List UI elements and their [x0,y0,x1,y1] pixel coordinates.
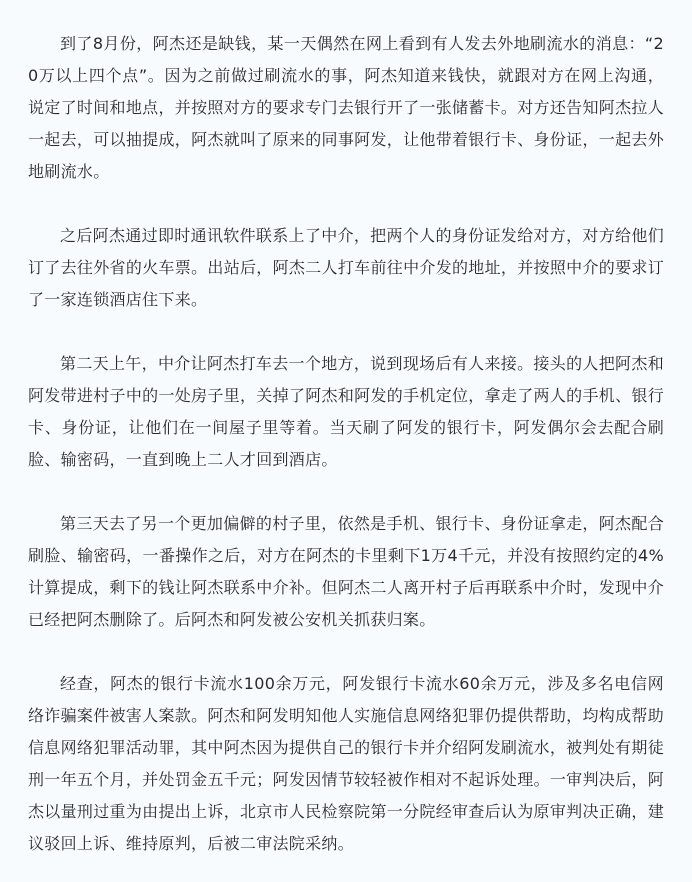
paragraph-2: 之后阿杰通过即时通讯软件联系上了中介，把两个人的身份证发给对方，对方给他们订了去往外省的火车票。出站后，阿杰二人打车前往中介发的地址，并按照中介的要求订了一家连锁酒店住下来。 [28,226,664,309]
paragraph-1: 到了8月份，阿杰还是缺钱，某一天偶然在网上看到有人发去外地刷流水的消息：“20万以上四个点”。因为之前做过刷流水的事，阿杰知道来钱快，就跟对方在网上沟通，说定了时间和地点，并按照对方的要求专门去银行开了一张储蓄卡。对方还告知阿杰拉人一起去，可以抽提成，阿杰就叫了原来的同事阿发，让他带着银行卡、身份证，一起去外地刷流水。 [28,34,664,181]
paragraph-3: 第二天上午，中介让阿杰打车去一个地方，说到现场后有人来接。接头的人把阿杰和阿发带进村子中的一处房子里，关掉了阿杰和阿发的手机定位，拿走了两人的手机、银行卡、身份证，让他们在一间屋子里等着。当天刷了阿发的银行卡，阿发偶尔会去配合刷脸、输密码，一直到晚上二人才回到酒店。 [28,354,664,469]
paragraph-4: 第三天去了另一个更加偏僻的村子里，依然是手机、银行卡、身份证拿走，阿杰配合刷脸、输密码，一番操作之后，对方在阿杰的卡里剩下1万4千元，并没有按照约定的4%计算提成，剩下的钱让阿杰联系中介补。但阿杰二人离开村子后再联系中介时，发现中介已经把阿杰删除了。后阿杰和阿发被公安机关抓获归案。 [28,514,664,629]
paragraph-5: 经查，阿杰的银行卡流水100余万元，阿发银行卡流水60余万元，涉及多名电信网络诈骗案件被害人案款。阿杰和阿发明知他人实施信息网络犯罪仍提供帮助，均构成帮助信息网络犯罪活动罪，其中阿杰因为提供自己的银行卡并介绍阿发刷流水，被判处有期徒刑一年五个月，并处罚金五千元；阿发因情节较轻被作相对不起诉处理。一审判决后，阿杰以量刑过重为由提出上诉，北京市人民检察院第一分院经审查后认为原审判决正确，建议驳回上诉、维持原判，后被二审法院采纳。 [28,674,664,853]
